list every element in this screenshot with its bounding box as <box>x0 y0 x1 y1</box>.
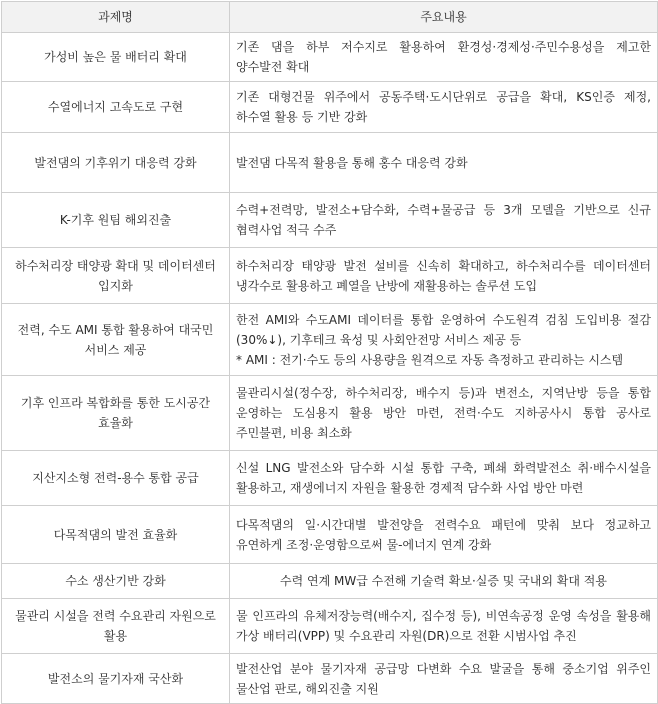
table-row <box>2 506 658 564</box>
task-name: 발전댐의 기후위기 대응력 강화 <box>2 133 230 193</box>
task-description: 수력+전력망, 발전소+담수화, 수력+물공급 등 3개 모델을 기반으로 신규 협력사업 적극 수주 <box>230 193 658 248</box>
header-main-content: 주요내용 <box>230 2 658 33</box>
table-row <box>2 376 658 451</box>
task-name: 기후 인프라 복합화를 통한 도시공간 효율화 <box>2 376 230 451</box>
task-name: 물관리 시설을 전력 수요관리 자원으로 활용 <box>2 599 230 654</box>
table-row <box>2 654 658 704</box>
table-row <box>2 82 658 133</box>
task-description: 물 인프라의 유체저장능력(배수지, 집수정 등), 비연속공정 운영 속성을 활용해 가상 배터리(VPP) 및 수요관리 자원(DR)으로 전환 시범사업 추진 <box>230 599 658 654</box>
task-name: 지산지소형 전력-용수 통합 공급 <box>2 451 230 506</box>
table-row <box>2 451 658 506</box>
task-name: 발전소의 물기자재 국산화 <box>2 654 230 704</box>
task-description <box>230 304 658 376</box>
task-description-text: 한전 AMI와 수도AMI 데이터를 통합 운영하여 수도원격 검침 도입비용 절감(30%↓), 기후테크 육성 및 사회안전망 서비스 제공 등 <box>236 312 651 347</box>
task-description: 물관리시설(정수장, 하수처리장, 배수지 등)과 변전소, 지역난방 등을 통합 운영하는 도심용지 활용 방안 마련, 전력·수도 지하공사시 통합 공사로 주민불편, 비용 최소화 <box>230 376 658 451</box>
table-row <box>2 599 658 654</box>
policy-task-table <box>1 1 658 704</box>
task-description: 신설 LNG 발전소와 담수화 시설 통합 구축, 폐쇄 화력발전소 취·배수시설을 활용하고, 재생에너지 자원을 활용한 경제적 담수화 사업 방안 마련 <box>230 451 658 506</box>
task-description: 발전산업 분야 물기자재 공급망 다변화 수요 발굴을 통해 중소기업 위주인 물산업 판로, 해외진출 지원 <box>230 654 658 704</box>
table-header-row <box>2 2 658 33</box>
table-row <box>2 133 658 193</box>
task-description: 하수처리장 태양광 발전 설비를 신속히 확대하고, 하수처리수를 데이터센터 냉각수로 활용하고 폐열을 난방에 재활용하는 솔루션 도입 <box>230 248 658 304</box>
task-name: K-기후 원팀 해외진출 <box>2 193 230 248</box>
task-name: 다목적댐의 발전 효율화 <box>2 506 230 564</box>
ami-footnote: * AMI : 전기·수도 등의 사용량을 원격으로 자동 측정하고 관리하는 시스템 <box>236 352 624 367</box>
task-description: 수력 연계 MW급 수전해 기술력 확보·실증 및 국내외 확대 적용 <box>230 564 658 599</box>
header-task-name: 과제명 <box>2 2 230 33</box>
task-name: 수소 생산기반 강화 <box>2 564 230 599</box>
table-row <box>2 304 658 376</box>
task-description: 발전댐 다목적 활용을 통해 홍수 대응력 강화 <box>230 133 658 193</box>
task-description: 다목적댐의 일·시간대별 발전양을 전력수요 패턴에 맞춰 보다 정교하고 유연하게 조정·운영함으로써 물-에너지 연계 강화 <box>230 506 658 564</box>
table-row <box>2 33 658 82</box>
task-name: 가성비 높은 물 배터리 확대 <box>2 33 230 82</box>
task-name: 전력, 수도 AMI 통합 활용하여 대국민 서비스 제공 <box>2 304 230 376</box>
task-description: 기존 대형건물 위주에서 공동주택·도시단위로 공급을 확대, KS인증 제정, 하수열 활용 등 기반 강화 <box>230 82 658 133</box>
task-name: 수열에너지 고속도로 구현 <box>2 82 230 133</box>
task-name: 하수처리장 태양광 확대 및 데이터센터 입지화 <box>2 248 230 304</box>
table-row <box>2 564 658 599</box>
table-row <box>2 248 658 304</box>
table-row <box>2 193 658 248</box>
task-description: 기존 댐을 하부 저수지로 활용하여 환경성·경제성·주민수용성을 제고한 양수발전 확대 <box>230 33 658 82</box>
